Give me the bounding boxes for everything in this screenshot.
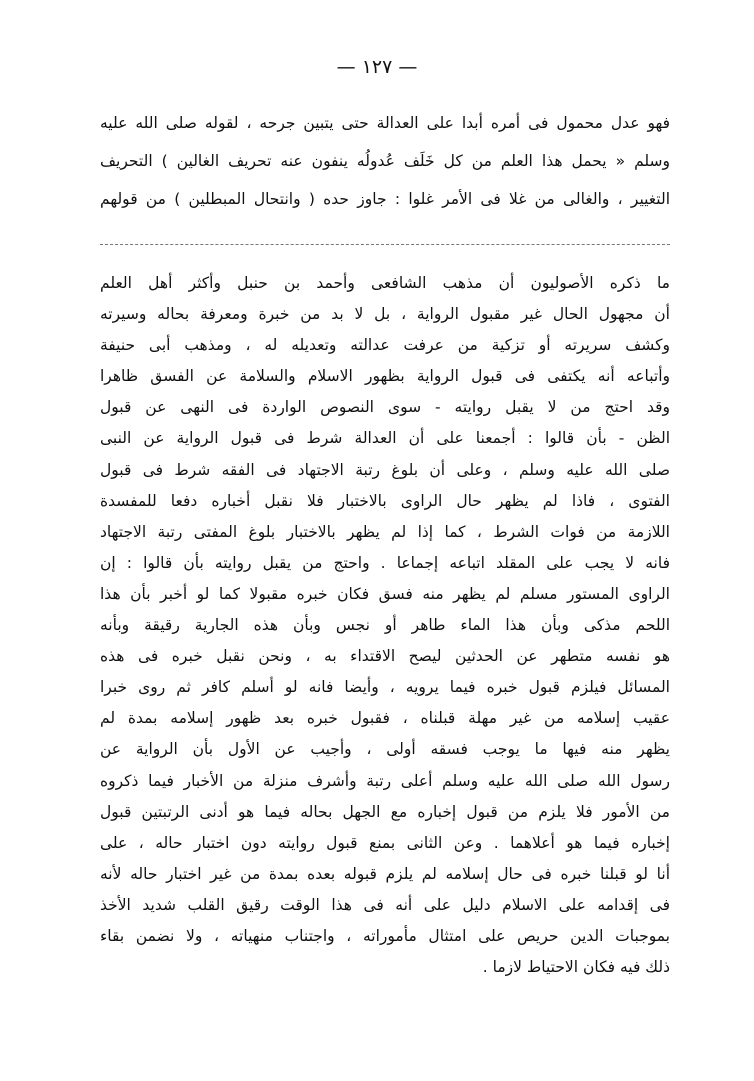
text-line: إخباره فيما هو أعلاهما . وعن الثانى بمنع قبول روايته دون اختبار حاله ، على: [100, 833, 670, 852]
text-line: فهو عدل محمول فى أمره أبدا على العدالة حتى يتبين جرحه ، لقوله صلى الله عليه: [100, 114, 670, 132]
footnote-text: [100, 104, 670, 218]
section-divider: [100, 244, 670, 245]
text-line: الظن - بأن قالوا : أجمعنا على أن العدالة شرط فى قبول الرواية عن النبى: [100, 429, 670, 448]
text-line: ما ذكره الأصوليون أن مذهب الشافعى وأحمد بن حنبل وأكثر أهل العلم: [100, 274, 670, 292]
text-line: أن مجهول الحال غير مقبول الرواية ، بل لا بد من خبرة ومعرفة بحاله وسيرته: [100, 305, 670, 324]
text-line: اللحم مذكى وبأن هذا الماء طاهر أو نجس وبأن هذه الجارية رقيقة وبأنه: [100, 616, 670, 635]
text-line: عقيب إسلامه من غير مهلة قبلناه ، فقبول خبره بعد ظهور إسلامه بمدة لم: [100, 709, 670, 728]
body-text: [100, 268, 670, 983]
text-line: من الأمور فلا يلزم من قبول إخباره مع الجهل بحاله فيما هو أدنى الرتبتين قبول: [100, 802, 670, 821]
text-line: وقد احتج من لا يقبل روايته - سوى النصوص الواردة فى النهى عن قبول: [100, 398, 670, 417]
text-line: فى إقدامه على الاسلام دليل على أنه فى هذا الوقت رقيق القلب شديد الأخذ: [100, 895, 670, 914]
text-line: الراوى المستور مسلم لم يظهر منه فسق فكان خبره مقبولا كما لو أخبر بأن هذا: [100, 584, 670, 603]
page-number: — ١٢٧ —: [336, 56, 418, 78]
text-line: وسلم « يحمل هذا العلم من كل خَلَف عُدولُه ينفون عنه تحريف الغالين ) التحريف: [100, 152, 670, 170]
text-line: وكشف سريرته أو تزكية من عرفت عدالته وتعديله له ، ومذهب أبى حنيفة: [100, 336, 670, 355]
text-line: المسائل فيلزم قبول خبره فيما يرويه ، وأيضا فانه لو أسلم كافر ثم روى خبرا: [100, 678, 670, 697]
text-line: هو نفسه متطهر عن الحدثين ليصح الاقتداء به ، ونحن نقبل خبره فى هذه: [100, 647, 670, 666]
text-line: يظهر منه فيها ما يوجب فسقه أولى ، وأجيب عن الأول بأن الرواية عن: [100, 740, 670, 759]
text-line: بموجبات الدين حريص على امتثال مأموراته ، واجتناب منهياته ، ولا نضمن بقاء: [100, 926, 670, 945]
text-line: التغيير ، والغالى من غلا فى الأمر غلوا : جاوز حده ( وانتحال المبطلين ) من قولهم: [100, 190, 670, 208]
text-line: أنا لو قبلنا خبره فى حال إسلامه لم يلزم قبوله بعده بمدة من غير اختبار حاله لأنه: [100, 864, 670, 883]
text-line: وأتباعه أنه يكتفى فى قبول الرواية بظهور الاسلام والسلامة عن الفسق ظاهرا: [100, 367, 670, 386]
text-line: الفتوى ، فاذا لم يظهر حال الراوى بالاختبار فلا نقبل أخباره دفعا للمفسدة: [100, 491, 670, 510]
text-line: فانه لا يجب على المقلد اتباعه إجماعا . واحتج من يقبل روايته بأن قالوا : إن: [100, 553, 670, 572]
text-line: رسول الله صلى الله عليه وسلم أعلى رتبة وأشرف منزلة من الأخبار فيما ذكروه: [100, 771, 670, 790]
text-line: اللازمة من فوات الشرط ، كما إذا لم يظهر بالاختبار بلوغ المفتى رتبة الاجتهاد: [100, 522, 670, 541]
text-line: صلى الله عليه وسلم ، وعلى أن بلوغ رتبة الاجتهاد فى الفقه شرط فى قبول: [100, 460, 670, 479]
text-line: ذلك فيه فكان الاحتياط لازما .: [482, 958, 670, 977]
